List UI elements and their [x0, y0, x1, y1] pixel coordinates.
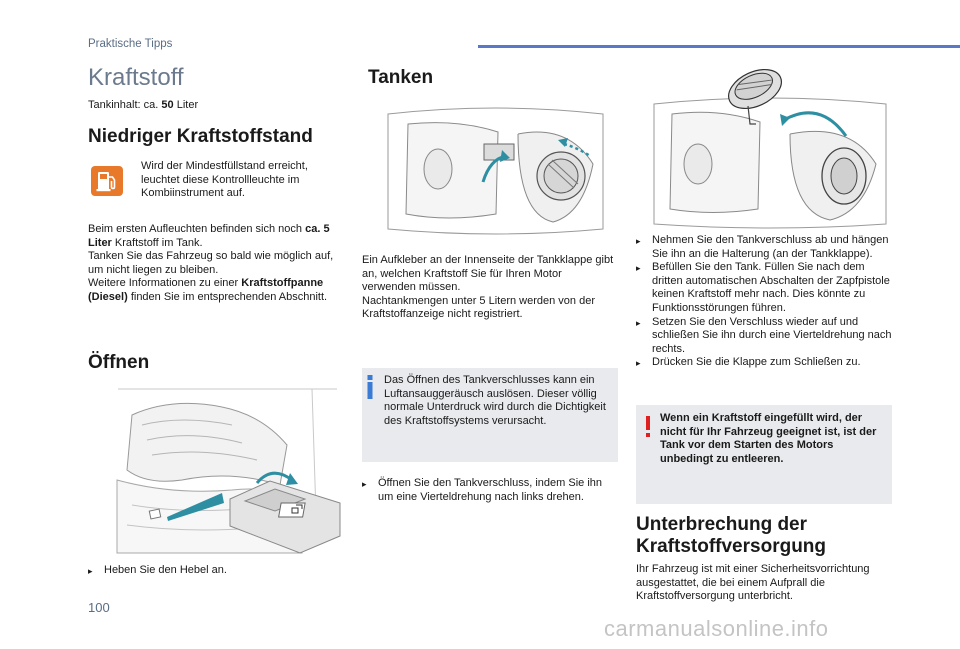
bullet-marker: ▸: [636, 358, 641, 369]
info-box: [362, 368, 618, 462]
low-fuel-p3: [88, 277, 343, 304]
fuel-pump-icon: [90, 166, 124, 196]
refuel-step: [636, 234, 892, 261]
bullet-marker: ▸: [88, 566, 93, 576]
open-heading: Öffnen: [88, 352, 150, 373]
p1-text-a: Beim ersten Aufleuchten befinden sich noch: [88, 223, 303, 235]
page-title: Kraftstoff: [88, 64, 184, 91]
fuel-flap-illustration: [378, 104, 614, 240]
cutoff-heading-line-1: Unterbrechung der: [636, 514, 808, 535]
cutoff-heading: [636, 514, 892, 558]
refuel-step-text: Nehmen Sie den Tankverschluss ab und hängen Sie ihn an die Halterung (an der Tankklappe).: [652, 234, 889, 260]
bullet-marker: ▸: [636, 236, 641, 246]
watermark: carmanualsonline.info: [604, 616, 829, 641]
section-label: Praktische Tipps: [88, 38, 173, 50]
cutoff-heading-line-2: Kraftstoffversorgung: [636, 536, 827, 557]
low-fuel-body: [88, 223, 343, 305]
open-step-2-text: Öffnen Sie den Tankverschluss, indem Sie ihn um eine Vierteldrehung nach links drehen.: [378, 477, 603, 503]
open-step-text: Heben Sie den Hebel an.: [104, 564, 227, 576]
refuel-step: [636, 316, 892, 357]
low-fuel-icon-text: Wird der Mindestfüllstand erreicht, leuchtet diese Kontrollleuchte im Kombiinstrument auf.: [141, 160, 308, 200]
bullet-marker: ▸: [636, 317, 641, 328]
refuel-heading: Tanken: [368, 67, 434, 88]
p3-bold: Kraftstoffpanne (Diesel): [88, 277, 324, 303]
cutoff-text: Ihr Fahrzeug ist mit einer Sicherheitsvorrichtung ausgestattet, die bei einem Aufprall die Kraftstoffversorgung unterbricht.: [636, 563, 870, 603]
bullet-marker: ▸: [362, 479, 367, 489]
refuel-step: [636, 261, 892, 315]
open-step-2: [362, 477, 618, 504]
capacity-value: 50: [161, 99, 174, 111]
open-step: [88, 564, 343, 579]
refuel-step: [636, 356, 892, 371]
low-fuel-p1: [88, 223, 343, 250]
warning-exclamation-icon: [645, 416, 651, 438]
header-rule: [478, 45, 960, 48]
info-text: Das Öffnen des Tankverschlusses kann ein Luftansauggeräusch auslösen. Dieser völlig normale Unterdruck wird durch die Dichtigkeit des Kraftstoffsystems verursacht.: [384, 374, 606, 427]
p3-text-a: Weitere Informationen zu einer: [88, 277, 239, 290]
refuel-p1: Ein Aufkleber an der Innenseite der Tankklappe gibt an, welchen Kraftstoff Sie für Ihren Motor verwenden müssen.: [362, 254, 614, 294]
refuel-step-text: Befüllen Sie den Tank. Füllen Sie nach dem dritten automatischen Abschalten der Zapfpistole keinen Kraftstoff mehr nach. Dies könnte zu Funktionsstörungen führen.: [652, 261, 890, 314]
capacity-prefix: Tankinhalt: ca.: [88, 99, 159, 111]
refuel-intro: [362, 254, 618, 322]
capacity-unit: Liter: [176, 99, 199, 111]
p3-text-b: finden Sie im entsprechenden Abschnitt.: [130, 290, 328, 303]
fuel-cap-holder-illustration: [650, 64, 890, 232]
bullet-marker: ▸: [636, 263, 641, 274]
p1-bold: ca. 5 Liter: [88, 223, 330, 249]
lever-illustration: [112, 385, 344, 555]
info-icon: [366, 375, 374, 399]
low-fuel-heading: Niedriger Kraftstoffstand: [88, 126, 313, 147]
refuel-step-text: Drücken Sie die Klappe zum Schließen zu.: [652, 356, 861, 369]
warning-box: [636, 405, 892, 504]
page-number: 100: [88, 600, 110, 615]
refuel-step-text: Setzen Sie den Verschluss wieder auf und schließen Sie ihn durch eine Vierteldrehung nach rechts.: [652, 315, 892, 355]
refuel-p2: Nachtankmengen unter 5 Litern werden von der Kraftstoffanzeige nicht registriert.: [362, 294, 595, 321]
low-fuel-p2: Tanken Sie das Fahrzeug so bald wie möglich auf, um nicht liegen zu bleiben.: [88, 250, 334, 276]
tank-capacity: [88, 99, 198, 111]
refuel-steps: [636, 234, 892, 371]
warning-text: Wenn ein Kraftstoff eingefüllt wird, der nicht für Ihr Fahrzeug geeignet ist, ist der Tank vor dem Starten des Motors unbedingt zu entleeren.: [660, 412, 877, 465]
p1-text-b: Kraftstoff im Tank.: [114, 236, 203, 249]
